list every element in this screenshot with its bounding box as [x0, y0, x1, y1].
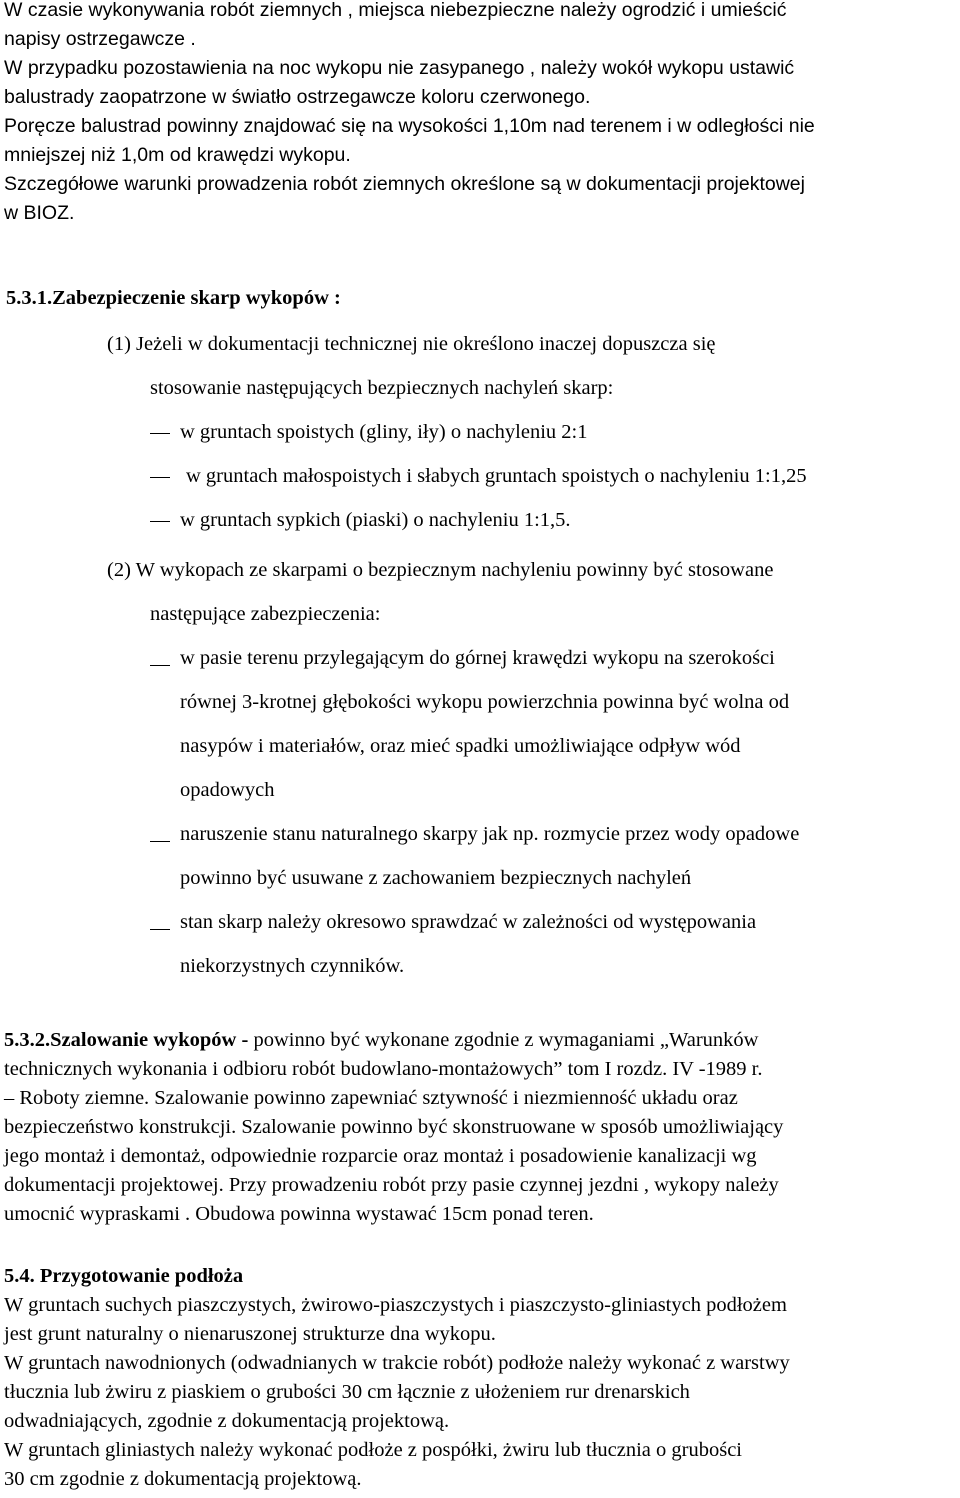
bullet-item — [180, 812, 960, 900]
section-heading-5-4: 5.4. Przygotowanie podłoża — [4, 1265, 244, 1287]
bullet-item: w gruntach sypkich (piaski) o nachyleniu 1:1,5. — [180, 509, 571, 531]
text-line: nasypów i materiałów, oraz mieć spadki umożliwiające odpływ wód — [180, 735, 741, 757]
text-line: naruszenie stanu naturalnego skarpy jak np. rozmycie przez wody opadowe — [180, 823, 800, 845]
text-line: balustrady zaopatrzone w światło ostrzegawcze koloru czerwonego. — [4, 86, 591, 108]
text-line: równej 3-krotnej głębokości wykopu powierzchnia powinna być wolna od — [180, 691, 790, 713]
dash-marker — [150, 841, 170, 842]
section-5-3-2 — [4, 1026, 958, 1229]
text-line: 30 cm zgodnie z dokumentacją projektową. — [4, 1468, 362, 1490]
numbered-item-1: (1) Jeżeli w dokumentacji technicznej nie określono inaczej dopuszcza się — [107, 333, 716, 355]
text-line: napisy ostrzegawcze . — [4, 28, 196, 50]
bullet-item — [180, 636, 960, 812]
numbered-item-2-cont: następujące zabezpieczenia: — [150, 603, 381, 625]
bullet-item — [180, 900, 960, 988]
text-line: technicznych wykonania i odbioru robót budowlano-montażowych” tom I rozdz. IV -1989 r. — [4, 1058, 763, 1080]
text-line: opadowych — [180, 779, 275, 801]
text-line: W gruntach suchych piaszczystych, żwirowo-piaszczystych i piaszczysto-gliniastych podłożem — [4, 1294, 787, 1316]
text-line: mniejszej niż 1,0m od krawędzi wykopu. — [4, 144, 351, 166]
text-line: W przypadku pozostawienia na noc wykopu nie zasypanego , należy wokół wykopu ustawić — [4, 57, 795, 79]
text-line: W gruntach nawodnionych (odwadnianych w trakcie robót) podłoże należy wykonać z warstwy — [4, 1352, 790, 1374]
text-line: umocnić wypraskami . Obudowa powinna wystawać 15cm ponad teren. — [4, 1203, 594, 1225]
text-line: niekorzystnych czynników. — [180, 955, 405, 977]
section-heading-5-3-2: 5.3.2.Szalowanie wykopów - — [4, 1029, 249, 1051]
section-heading-5-3-1: 5.3.1.Zabezpieczenie skarp wykopów : — [6, 287, 341, 309]
dash-marker — [150, 929, 170, 930]
text-line — [4, 1026, 958, 1055]
numbered-item-2: (2) W wykopach ze skarpami o bezpiecznym nachyleniu powinny być stosowane — [107, 559, 774, 581]
text-line: – Roboty ziemne. Szalowanie powinno zapewniać sztywność i niezmienność układu oraz — [4, 1087, 738, 1109]
text-line: W czasie wykonywania robót ziemnych , miejsca niebezpieczne należy ogrodzić i umieścić — [4, 0, 787, 21]
section-5-4-body — [4, 1291, 958, 1494]
text-line: w BIOZ. — [4, 202, 75, 224]
text-line: bezpieczeństwo konstrukcji. Szalowanie powinno być skonstruowane w sposób umożliwiający — [4, 1116, 784, 1138]
text-line: jest grunt naturalny o nienaruszonej strukturze dna wykopu. — [4, 1323, 496, 1345]
dash-marker — [150, 665, 170, 666]
text-line: w pasie terenu przylegającym do górnej krawędzi wykopu na szerokości — [180, 647, 775, 669]
dash-marker — [150, 433, 170, 434]
text-line: Szczegółowe warunki prowadzenia robót ziemnych określone są w dokumentacji projektowej — [4, 173, 805, 195]
text-line: jego montaż i demontaż, odpowiednie rozparcie oraz montaż i posadowienie kanalizacji wg — [4, 1145, 757, 1167]
text-line: Poręcze balustrad powinny znajdować się na wysokości 1,10m nad terenem i w odległości nie — [4, 115, 815, 137]
bullet-item: w gruntach spoistych (gliny, iły) o nachyleniu 2:1 — [180, 421, 588, 443]
dash-marker — [150, 477, 170, 478]
text-line: stan skarp należy okresowo sprawdzać w zależności od występowania — [180, 911, 757, 933]
text-line: powinno być usuwane z zachowaniem bezpiecznych nachyleń — [180, 867, 692, 889]
bullet-item: w gruntach małospoistych i słabych gruntach spoistych o nachyleniu 1:1,25 — [186, 465, 807, 487]
warning-paragraph — [4, 0, 958, 228]
dash-marker — [150, 521, 170, 522]
inline-text: powinno być wykonane zgodnie z wymaganiami „Warunków — [253, 1029, 759, 1051]
text-line: dokumentacji projektowej. Przy prowadzeniu robót przy pasie czynnej jezdni , wykopy należy — [4, 1174, 779, 1196]
text-line: tłucznia lub żwiru z piaskiem o grubości 30 cm łącznie z ułożeniem rur drenarskich — [4, 1381, 690, 1403]
text-line: odwadniających, zgodnie z dokumentacją projektową. — [4, 1410, 450, 1432]
text-line: W gruntach gliniastych należy wykonać podłoże z pospółki, żwiru lub tłucznia o grubości — [4, 1439, 742, 1461]
numbered-item-1-cont: stosowanie następujących bezpiecznych nachyleń skarp: — [150, 377, 614, 399]
